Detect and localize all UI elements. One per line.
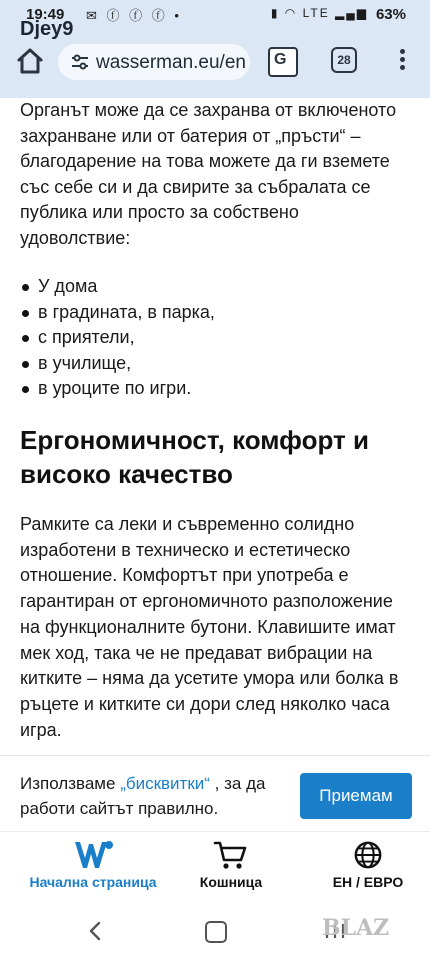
tab-switcher-button[interactable]: 28	[331, 47, 357, 73]
list-item: в градината, в парка,	[20, 300, 215, 326]
cart-icon	[213, 840, 249, 870]
wasserman-logo-icon	[71, 840, 115, 870]
nav-language-currency[interactable]	[323, 840, 413, 890]
watermark-logo: BLAZ	[322, 915, 390, 941]
cookie-text	[20, 771, 290, 821]
home-icon[interactable]	[14, 45, 46, 77]
more-menu-icon[interactable]	[392, 46, 412, 76]
back-icon[interactable]	[88, 921, 102, 941]
nav-cart-label: Кошница	[199, 874, 263, 890]
globe-icon	[352, 840, 384, 870]
url-text: wasserman.eu/en	[96, 52, 246, 73]
battery-level: 63%	[375, 6, 406, 23]
paragraph-ergonomics: Рамките са леки и съвременно солидно изработени в техническо и естетическо отношение. Комфортът при употреба е гарантиран от ергономичното разположение на функционалните бутони. Клавишите имат мек ход, така че не предават вибрации на китките – няма да усетите умора или болка в ръцете и китките си дори след няколко часа игра.	[20, 514, 399, 740]
nav-lang-label: ЕН / ЕВРО	[332, 874, 404, 890]
site-settings-icon[interactable]	[70, 52, 90, 72]
address-bar[interactable]	[58, 44, 250, 80]
list-item: с приятели,	[20, 325, 215, 351]
notification-icons: ✉ ⓕ ⓕ ⓕ •	[86, 8, 182, 23]
section-heading: Ергономичност, комфорт и високо качество	[20, 425, 369, 489]
status-time: 19:49	[26, 6, 65, 23]
accept-cookies-button[interactable]: Приемам	[300, 773, 412, 819]
article-content	[0, 98, 430, 753]
browser-toolbar	[0, 0, 430, 98]
list-item: У дома	[20, 274, 215, 300]
list-item: в училище,	[20, 351, 215, 377]
nav-home[interactable]	[18, 840, 168, 890]
cookie-text-start: Използваме	[20, 774, 121, 793]
cookies-link[interactable]: „бисквитки“	[120, 774, 210, 793]
list-item: в уроците по игри.	[20, 376, 215, 402]
cookie-text-end: , за да работи сайтът правилно.	[20, 774, 266, 818]
paragraph-power: Органът може да се захранва от включеното захранване или от батерия от „пръсти“ – благодарение на това можете да ги вземете със себе си и да свирите за събралата се публика или просто за собствено удоволствие:	[20, 100, 397, 248]
signal-icons: ▮ ◠ LTE ▂▄▆	[270, 6, 368, 20]
bottom-navigation	[0, 831, 430, 902]
usage-list	[20, 274, 215, 402]
nav-home-label: Начална страница	[29, 874, 157, 890]
overlay-username: Djey9	[20, 18, 74, 40]
cookie-banner	[0, 755, 430, 832]
home-button-icon[interactable]	[205, 921, 227, 943]
nav-cart[interactable]	[196, 840, 266, 890]
translate-icon[interactable]: G	[268, 47, 298, 77]
